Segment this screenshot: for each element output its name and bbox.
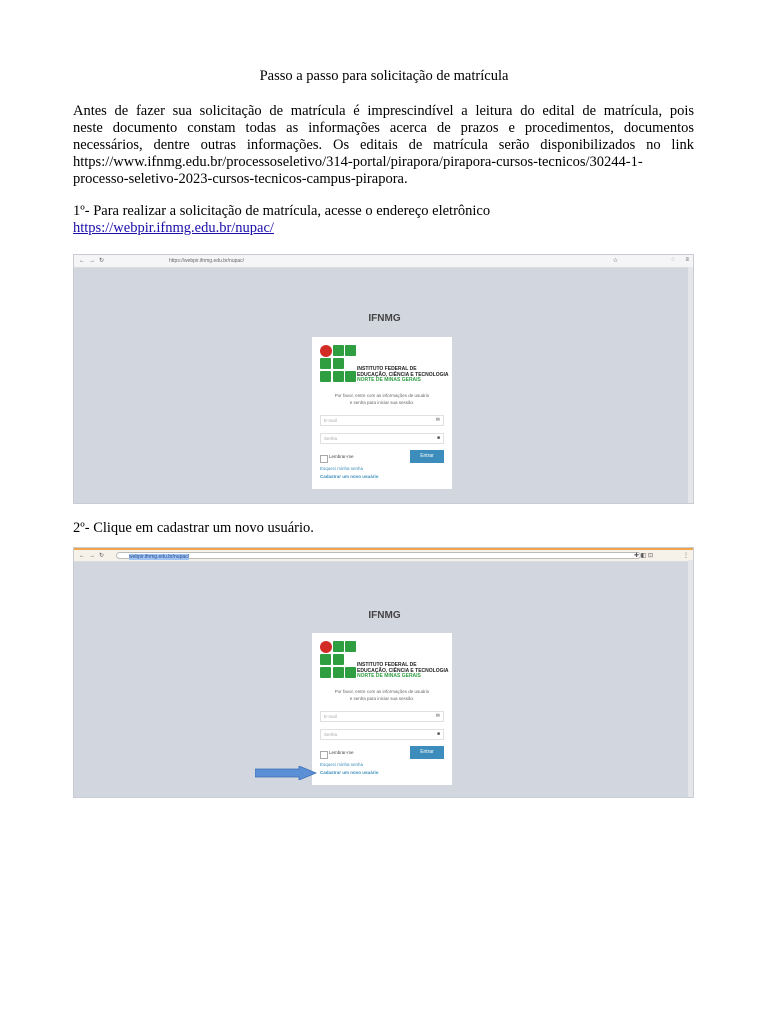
lock-icon: ■ — [436, 731, 440, 737]
scrollbar — [688, 267, 693, 503]
intro-line: https://www.ifnmg.edu.br/processoseletivo/314-portal/pirapora/pirapora-cursos-tecnicos/30244-1- — [73, 154, 643, 170]
screenshot-register-highlight — [73, 547, 694, 798]
browser-toolbar — [74, 548, 693, 562]
intro-line: neste documento constam todas as informações acerca de prazos e procedimentos, documentos — [73, 120, 694, 136]
browser-nav-icons: ←→↻ — [79, 258, 109, 264]
star-icon: ☆ — [612, 258, 618, 264]
intro-line: processo-seletivo-2023-cursos-tecnicos-campus-pirapora. — [73, 171, 408, 187]
step-2-text: 2º- Clique em cadastrar um novo usuário. — [73, 520, 314, 536]
intro-line: necessários, dentre outras informações. Os editais de matrícula serão disponibilizados no link — [73, 137, 694, 153]
forgot-password-link[interactable]: Esqueci minha senha — [320, 762, 364, 767]
scrollbar — [688, 560, 693, 797]
pointer-arrow-icon — [255, 766, 317, 780]
login-card — [312, 633, 452, 785]
menu-icon: ≡ — [685, 257, 689, 263]
screenshot-login-page — [73, 254, 694, 504]
remember-checkbox[interactable] — [320, 455, 328, 463]
browser-nav-icons: ←→↻ — [79, 553, 109, 559]
email-field[interactable]: E-mail ✉ — [320, 415, 444, 426]
intro-paragraph — [73, 103, 694, 188]
login-message: Por favor, entre com as informações de usuário e senha para iniciar sua sessão. — [334, 393, 430, 405]
ifnmg-logo — [320, 641, 360, 681]
brand-heading: IFNMG — [368, 610, 401, 621]
register-link[interactable]: Cadastrar um novo usuário — [320, 770, 379, 775]
remember-label: Lembrar-me — [329, 454, 354, 459]
lock-icon: ■ — [436, 435, 440, 441]
ifnmg-logo — [320, 345, 360, 385]
step-1-text: 1º- Para realizar a solicitação de matrícula, acesse o endereço eletrônico — [73, 203, 491, 219]
kebab-menu-icon: ⋮ — [683, 553, 689, 559]
password-field[interactable]: Senha ■ — [320, 729, 444, 740]
step-1 — [73, 203, 490, 237]
address-bar: https://webpir.ifnmg.edu.br/nupac/ — [169, 258, 245, 264]
brand-heading: IFNMG — [368, 313, 401, 324]
document-title: Passo a passo para solicitação de matrícula — [259, 68, 509, 84]
envelope-icon: ✉ — [435, 713, 440, 719]
remember-checkbox[interactable] — [320, 751, 328, 759]
extension-icons: ✚ ◧ ⊡ — [633, 553, 653, 559]
login-message: Por favor, entre com as informações de usuário e senha para iniciar sua sessão. — [334, 689, 430, 701]
institution-name: INSTITUTO FEDERAL DE EDUCAÇÃO, CIÊNCIA E TECNOLOGIA NORTE DE MINAS GERAIS — [357, 662, 449, 680]
register-link[interactable]: Cadastrar um novo usuário — [320, 474, 379, 479]
envelope-icon: ✉ — [435, 417, 440, 423]
intro-line: Antes de fazer sua solicitação de matrícula é imprescindível a leitura do edital de matrícula, pois — [73, 103, 694, 119]
login-button[interactable]: Entrar — [410, 746, 444, 759]
institution-name: INSTITUTO FEDERAL DE EDUCAÇÃO, CIÊNCIA E TECNOLOGIA NORTE DE MINAS GERAIS — [357, 366, 449, 384]
email-field[interactable]: E-mail ✉ — [320, 711, 444, 722]
login-button[interactable]: Entrar — [410, 450, 444, 463]
login-card — [312, 337, 452, 489]
remember-label: Lembrar-me — [329, 750, 354, 755]
address-bar: webpir.ifnmg.edu.br/nupac/ — [116, 552, 641, 559]
forgot-password-link[interactable]: Esqueci minha senha — [320, 466, 364, 471]
shield-icon: ◌ — [671, 257, 675, 263]
nupac-link[interactable]: https://webpir.ifnmg.edu.br/nupac/ — [73, 220, 274, 236]
password-field[interactable]: Senha ■ — [320, 433, 444, 444]
browser-toolbar — [74, 255, 693, 268]
